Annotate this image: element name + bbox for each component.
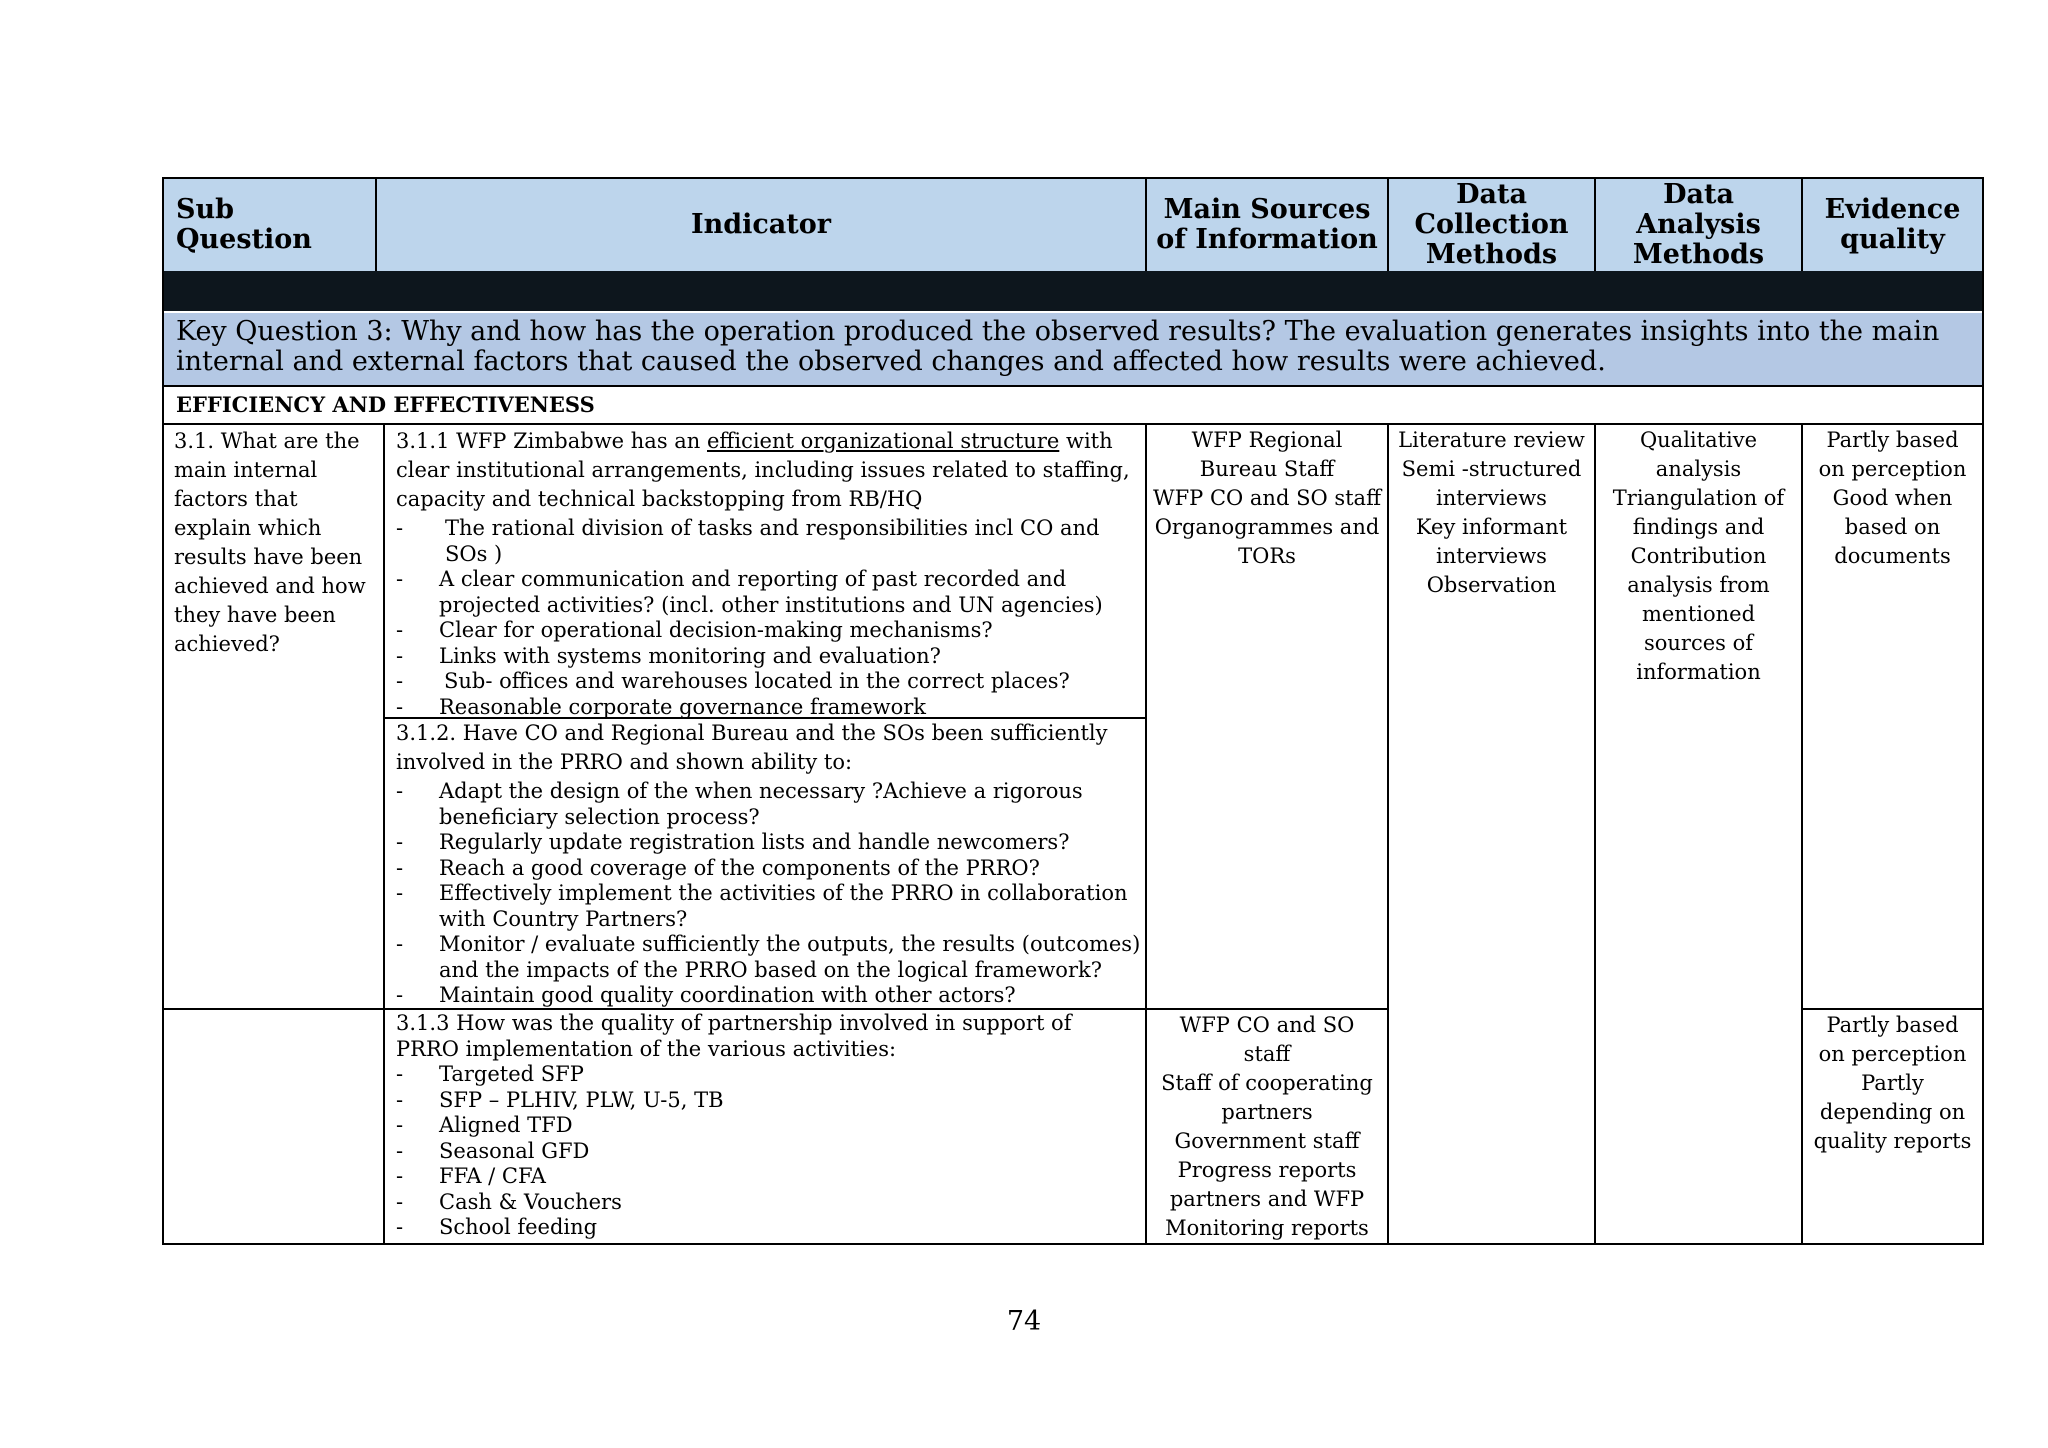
method-item: Qualitative analysis <box>1639 428 1758 481</box>
evidence-item: Good when based on documents <box>1832 486 1953 568</box>
header-main-sources: Main Sources of Information <box>1147 179 1387 271</box>
sub-question-3-1: 3.1. What are the main internal factors that explain which results have been achieved and how they have been achieved? <box>174 429 366 656</box>
source-item: Progress reports partners and WFP <box>1169 1158 1365 1211</box>
list-item: - Reasonable corporate governance framework <box>396 695 1141 718</box>
header-evidence-quality: Evidence quality <box>1803 179 1982 271</box>
source-item: Organogrammes and TORs <box>1154 515 1380 568</box>
sources-row-1 <box>1147 425 1387 575</box>
header-sub-question: Sub Question <box>164 179 375 271</box>
list-item: - Targeted SFP <box>396 1062 1141 1088</box>
section-title: EFFICIENCY AND EFFECTIVENESS <box>176 392 595 417</box>
collection-methods <box>1389 425 1594 615</box>
indicator-3-1-1-intro: 3.1.1 WFP Zimbabwe has an efficient organizational structure with clear institutional arrangements, including issues related to staffing, capacity and technical backstopping from RB/HQ <box>396 429 1130 511</box>
key-question-3: Key Question 3: Why and how has the operation produced the observed results? The evaluation generates insights into the main internal and external factors that caused the observed changes and affected how results were achieved. <box>164 313 1982 385</box>
evidence-item: Partly depending on quality reports <box>1813 1071 1972 1153</box>
list-item: - The rational division of tasks and responsibilities incl CO and SOs ) <box>396 516 1141 567</box>
source-item: Staff of cooperating partners <box>1161 1071 1373 1124</box>
sources-row-2 <box>1147 1010 1387 1243</box>
list-item: - Monitor / evaluate sufficiently the outputs, the results (outcomes) and the impacts of the PRRO based on the logical framework? <box>396 932 1141 983</box>
list-item: - Adapt the design of the when necessary ?Achieve a rigorous beneficiary selection process? <box>396 779 1141 830</box>
list-item: - Cash & Vouchers <box>396 1190 1141 1216</box>
list-item: - School feeding <box>396 1215 1141 1241</box>
method-item: Literature review <box>1398 428 1585 452</box>
list-item: - SFP – PLHIV, PLW, U-5, TB <box>396 1088 1141 1114</box>
list-item: - A clear communication and reporting of past recorded and projected activities? (incl. other institutions and UN agencies) <box>396 567 1141 618</box>
source-item: WFP Regional Bureau Staff <box>1191 428 1343 481</box>
list-item: - Sub- offices and warehouses located in the correct places? <box>396 669 1141 695</box>
efficient-structure-underlined: efficient organizational structure <box>707 429 1060 453</box>
method-item: Semi -structured interviews <box>1401 457 1582 510</box>
page-number: 74 <box>1006 1306 1042 1337</box>
header-data-collection: Data Collection Methods <box>1389 179 1594 271</box>
indicator-3-1-3 <box>396 1010 1141 1243</box>
indicator-3-1-3-intro: 3.1.3 How was the quality of partnership involved in support of PRRO implementation of the various activities: <box>396 1011 1072 1061</box>
list-item: - Seasonal GFD <box>396 1139 1141 1165</box>
method-item: Triangulation of findings and Contribution analysis from mentioned sources of information <box>1612 486 1785 684</box>
list-item: - Links with systems monitoring and evaluation? <box>396 644 1141 670</box>
list-item: - Reach a good coverage of the components of the PRRO? <box>396 856 1141 882</box>
source-item: Monitoring reports <box>1165 1216 1369 1240</box>
list-item: - Clear for operational decision-making mechanisms? <box>396 618 1141 644</box>
list-item: - FFA / CFA <box>396 1164 1141 1190</box>
indicator-3-1-2-intro: 3.1.2. Have CO and Regional Bureau and the SOs been sufficiently involved in the PRRO and shown ability to: <box>396 721 1108 774</box>
evidence-item: Partly based on perception <box>1818 428 1967 481</box>
list-item: - Aligned TFD <box>396 1113 1141 1139</box>
evidence-row-2 <box>1803 1010 1982 1170</box>
analysis-methods <box>1596 425 1801 685</box>
evidence-item: Partly based on perception <box>1818 1013 1967 1066</box>
list-item: - Maintain good quality coordination with other actors? <box>396 983 1141 1008</box>
evidence-row-1 <box>1803 425 1982 575</box>
header-indicator: Indicator <box>377 179 1145 271</box>
dark-separator-band <box>164 271 1982 311</box>
method-item: Key informant interviews <box>1415 515 1568 568</box>
indicator-3-1-2 <box>396 719 1141 1008</box>
list-item: - Effectively implement the activities of the PRRO in collaboration with Country Partners? <box>396 881 1141 932</box>
header-data-analysis: Data Analysis Methods <box>1596 179 1801 271</box>
indicator-3-1-1 <box>396 427 1141 717</box>
evaluation-matrix-table <box>162 177 1984 1245</box>
list-item: - Regularly update registration lists and handle newcomers? <box>396 830 1141 856</box>
method-item: Observation <box>1426 573 1557 597</box>
source-item: WFP CO and SO staff <box>1179 1013 1355 1066</box>
source-item: Government staff <box>1174 1129 1360 1153</box>
source-item: WFP CO and SO staff <box>1152 486 1382 510</box>
